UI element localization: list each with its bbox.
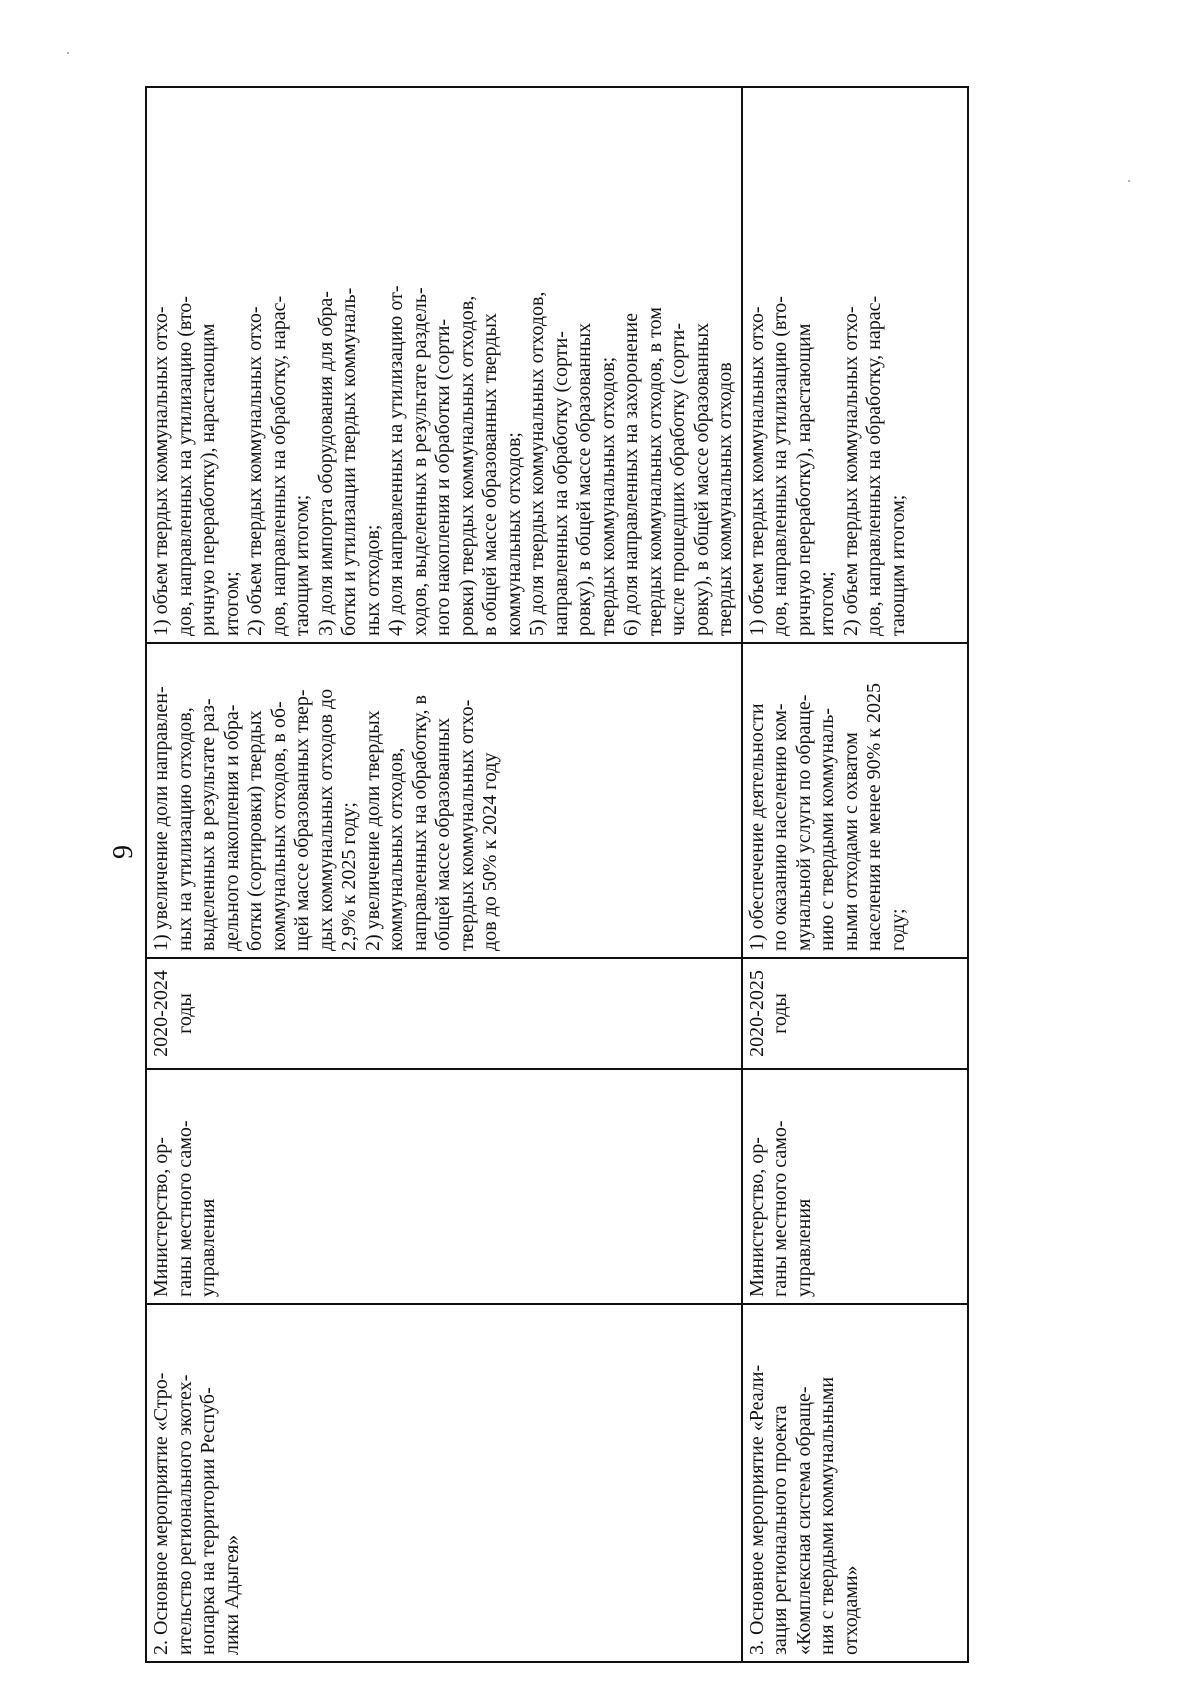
event-cell: [742, 1304, 968, 1662]
page-number: 9: [108, 845, 139, 859]
executors-text: Министерство, ор- ганы местного само- управления: [150, 1120, 219, 1297]
scan-speck: [1128, 180, 1130, 182]
period-cell: [146, 958, 742, 1069]
indicators-text: 1) объем твердых коммунальных отхо- дов, направленных на утилизацию (вто- ричную переработку), нарастающим итогом; 2) объем твердых коммунальных отхо- дов, направленных на обработку, нарас- тающим итогом; 3) доля импорта оборудования для обра- ботки и утилизации твердых коммуналь- ных отходов; 4) доля направленных на утилизацию от- ходов, выделенных в результате раздель- ного накопления и обработки (сорти- ровки) твердых коммунальных отходов, в общей массе образованных твердых коммунальных отходов; 5) доля твердых коммунальных отходов, направленных на обработку (сорти- ровку), в общей массе образованных твердых коммунальных отходов; 6) доля направленных на захоронение твердых коммунальных отходов, в том числе прошедших обработку (сорти- ровку), в общей массе образованных твердых коммунальных отходов: [150, 285, 736, 636]
scan-speck: [67, 52, 69, 54]
results-cell: [742, 643, 968, 958]
rotated-table-container: [145, 88, 909, 1663]
period-cell: [742, 958, 968, 1069]
period-text: 2020-2025 годы: [745, 970, 791, 1057]
table-frame: [145, 88, 909, 1663]
indicators-cell: [146, 87, 742, 643]
results-text: 1) увеличение доли направлен- ных на утилизацию отходов, выделенных в результате раз- дельного накопления и обра- ботки (сортировки) твердых коммунальных отходов, в об- щей массе образованных твер- дых коммунальных отходов до 2,9% к 2025 году; 2) увеличение доли твердых коммунальных отходов, направленных на обработку, в общей массе образованных твердых коммунальных отхо- дов до 50% к 2024 году: [150, 686, 501, 951]
event-text: 3. Основное мероприятие «Реали- зация регионального проекта «Комплексная система обраще- ния с твердыми коммунальными отходами»: [745, 1364, 862, 1655]
indicators-text: 1) объем твердых коммунальных отхо- дов, направленных на утилизацию (вто- ричную переработку), нарастающим итогом; 2) объем твердых коммунальных отхо- дов, направленных на обработку, нарас- тающим итогом;: [745, 295, 909, 636]
table-row: [146, 87, 742, 1662]
program-events-table: [145, 86, 969, 1663]
period-text: 2020-2024 годы: [150, 970, 196, 1057]
event-cell: [146, 1304, 742, 1662]
executors-cell: [742, 1069, 968, 1304]
executors-text: Министерство, ор- ганы местного само- управления: [745, 1120, 815, 1297]
indicators-cell: [742, 87, 968, 643]
executors-cell: [146, 1069, 742, 1304]
results-cell: [146, 643, 742, 958]
results-text: 1) обеспечение деятельности по оказанию населению ком- мунальной услуги по обраще- нию с твердыми коммуналь- ными отходами с охватом населения не менее 90% к 2025 году;: [745, 683, 909, 951]
event-text: 2. Основное мероприятие «Стро- ительство регионального экотех- нопарка на территории Респуб- лики Адыгея»: [150, 1372, 243, 1655]
table-row: [742, 87, 968, 1662]
